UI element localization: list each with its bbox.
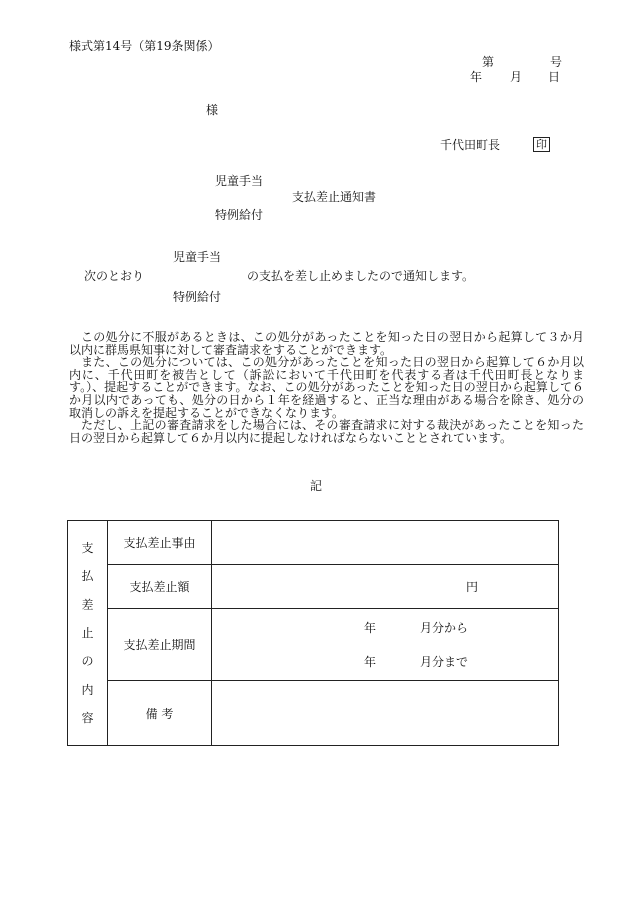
seal-mark-text: 印 — [533, 137, 550, 152]
period-from-text: 月分から — [420, 621, 469, 635]
remarks-value[interactable] — [212, 681, 559, 746]
side-label-char: 止 — [81, 626, 94, 640]
doc-number-prefix: 第 — [482, 55, 495, 69]
doc-number-suffix: 号 — [550, 55, 563, 69]
reason-value[interactable] — [212, 521, 559, 565]
notice-trail: の支払を差し止めましたので通知します。 — [247, 269, 475, 283]
amount-unit: 円 — [465, 580, 478, 594]
document-title: 支払差止通知書 — [292, 190, 377, 204]
date-year: 年 — [470, 70, 483, 84]
paragraph-proviso: ただし、上記の審査請求をした場合には、その審査請求に対する裁決があったことを知った日の翌日から起算して６か月以内に提起しなければならないこととされています。 — [69, 418, 584, 445]
ki-heading: 記 — [310, 479, 323, 493]
issuer-title: 千代田町長 — [440, 138, 501, 152]
side-label-char: 容 — [81, 711, 94, 726]
period-lines — [212, 619, 558, 670]
notice-line-jidouteate: 児童手当 — [173, 250, 222, 264]
paragraph-lawsuit: また、この処分については、この処分があったことを知った日の翌日から起算して６か月以内に、千代田町を被告として（訴訟において千代田町を代表する者は千代田町長となります。）、提起することができます。なお、この処分があったことを知った日の翌日から起算して６か月以内であっても、処分の日から１年を経過すると、正当な理由がある場合を除き、処分の取消しの訴えを提起することができなくなります。 — [69, 355, 584, 420]
title-line-jidouteate: 児童手当 — [215, 174, 264, 188]
date-month: 月 — [510, 70, 523, 84]
stop-payment-details-table — [67, 520, 559, 746]
period-from — [364, 619, 468, 636]
period-to-text: 月分まで — [420, 655, 469, 669]
form-number: 様式第14号（第19条関係） — [69, 39, 220, 53]
period-to-year: 年 — [364, 655, 377, 669]
reason-label: 支払差止事由 — [108, 521, 212, 565]
seal-mark — [533, 137, 550, 152]
addressee-suffix: 様 — [206, 103, 219, 117]
date-day: 日 — [548, 70, 561, 84]
side-label-char: の — [81, 654, 94, 669]
amount-value[interactable] — [212, 565, 559, 609]
period-label: 支払差止期間 — [108, 609, 212, 681]
table-row-amount — [68, 565, 559, 609]
period-from-year: 年 — [364, 621, 377, 635]
side-label-char: 支 — [81, 540, 94, 555]
side-label-char: 払 — [81, 569, 94, 584]
appeal-notice-text — [69, 331, 584, 444]
side-label-char: 内 — [81, 682, 94, 697]
side-label-char: 差 — [81, 597, 94, 612]
side-label-cell — [68, 521, 108, 746]
title-line-tokurei: 特例給付 — [215, 208, 264, 222]
paragraph-review: この処分に不服があるときは、この処分があったことを知った日の翌日から起算して３か月以内に群馬県知事に対して審査請求をすることができます。 — [69, 330, 584, 357]
notice-line-tokurei: 特例給付 — [173, 290, 222, 304]
amount-label: 支払差止額 — [108, 565, 212, 609]
table-row-remarks — [68, 681, 559, 746]
side-label — [68, 526, 107, 741]
notice-lead: 次のとおり — [84, 269, 145, 283]
period-to — [364, 653, 468, 670]
period-value[interactable] — [212, 609, 559, 681]
table-row-reason — [68, 521, 559, 565]
remarks-label: 備 考 — [108, 681, 212, 746]
table-row-period — [68, 609, 559, 681]
